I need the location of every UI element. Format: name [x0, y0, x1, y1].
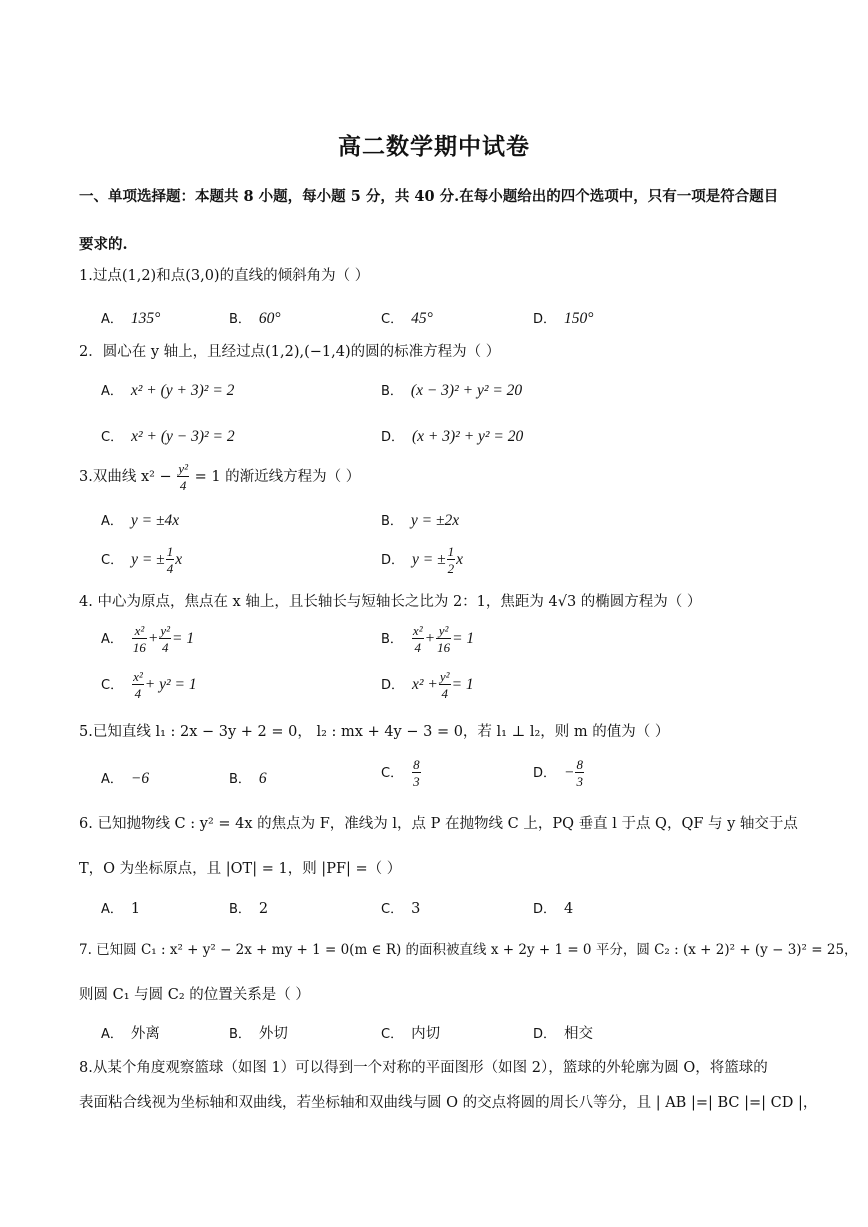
- option-text: = 1: [172, 630, 195, 647]
- option-text: 60°: [258, 310, 281, 327]
- option-text: = 1: [452, 630, 475, 647]
- question-2-option-d: [381, 426, 523, 446]
- question-3-option-d: [381, 545, 463, 575]
- numerator: x²: [133, 669, 143, 684]
- fraction: [412, 624, 424, 654]
- option-text: x² + (y + 3)² = 2: [130, 382, 235, 399]
- denominator: 16: [132, 640, 146, 655]
- question-6-option-c: [381, 898, 420, 917]
- option-text: y = ±: [131, 551, 165, 568]
- option-label: D．: [533, 902, 557, 917]
- numerator: 1: [447, 544, 455, 559]
- option-text: x² +: [412, 676, 438, 693]
- numerator: y²: [178, 461, 188, 476]
- question-7-option-d: [533, 1022, 593, 1043]
- question-2-stem: 2．圆心在 y 轴上，且经过点(1,2),(−1,4)的圆的标准方程为（ ）: [79, 344, 501, 360]
- denominator: 4: [161, 640, 169, 655]
- option-text: 135°: [130, 310, 161, 327]
- question-5-option-a: [101, 768, 149, 788]
- denominator: 3: [576, 774, 583, 789]
- numerator: y²: [160, 623, 171, 638]
- option-text: (x − 3)² + y² = 20: [410, 382, 523, 399]
- fraction: [177, 462, 189, 492]
- option-label: B．: [381, 632, 403, 647]
- question-6-option-a: [101, 898, 140, 917]
- option-text: 外切: [258, 1026, 288, 1042]
- denominator: 4: [134, 686, 142, 701]
- option-label: A．: [101, 514, 123, 529]
- denominator: 3: [413, 774, 420, 789]
- option-text: 4: [564, 901, 574, 917]
- denominator: 16: [437, 640, 451, 655]
- question-1-option-d: [533, 308, 593, 328]
- fraction: [412, 758, 421, 788]
- denominator: 4: [179, 478, 187, 493]
- option-text: 相交: [564, 1026, 594, 1042]
- option-text: +: [147, 630, 159, 647]
- question-4-option-a: [101, 624, 194, 654]
- question-4-option-b: [381, 624, 474, 654]
- fraction: [436, 624, 451, 654]
- question-3-stem: [79, 462, 791, 492]
- option-text: 内切: [411, 1026, 441, 1042]
- question-1-stem: 1.过点(1,2)和点(3,0)的直线的倾斜角为（ ）: [79, 268, 370, 284]
- option-text: 2: [258, 901, 269, 917]
- option-text: +: [424, 630, 436, 647]
- question-3-option-c: [101, 545, 182, 575]
- option-text: x² + (y − 3)² = 2: [131, 428, 235, 445]
- question-7-option-c: [381, 1022, 440, 1043]
- numerator: 8: [413, 757, 420, 772]
- question-4-option-c: [101, 670, 197, 700]
- option-label: A．: [101, 1027, 123, 1042]
- question-6-option-b: [229, 898, 268, 917]
- question-7-option-b: [229, 1022, 288, 1043]
- denominator: 4: [414, 640, 421, 655]
- option-label: B．: [229, 772, 251, 787]
- fraction: [439, 670, 451, 700]
- option-label: D．: [533, 1027, 557, 1042]
- stem-text: 3.双曲线 x² −: [79, 469, 172, 485]
- question-4-stem: 4. 中心为原点，焦点在 x 轴上，且长轴长与短轴长之比为 2：1，焦距为 4√3 的椭圆方程为（ ）: [79, 594, 702, 610]
- numerator: 8: [576, 757, 583, 772]
- denominator: 4: [441, 686, 448, 701]
- option-label: C．: [381, 312, 404, 327]
- numerator: x²: [412, 623, 423, 638]
- numerator: 1: [166, 544, 174, 559]
- option-label: D．: [381, 678, 405, 693]
- option-text: + y² = 1: [144, 676, 197, 693]
- option-text: (x + 3)² + y² = 20: [412, 428, 524, 445]
- option-label: A．: [101, 632, 123, 647]
- option-label: A．: [101, 384, 123, 399]
- option-label: A．: [101, 312, 123, 327]
- option-text: 150°: [564, 310, 594, 327]
- option-label: C．: [101, 678, 124, 693]
- denominator: 4: [166, 561, 174, 576]
- question-7-stem-line2: 则圆 C₁ 与圆 C₂ 的位置关系是（ ）: [79, 987, 310, 1003]
- option-text: 6: [258, 770, 267, 787]
- fraction: [447, 545, 456, 575]
- question-7-stem-line1: 7. 已知圆 C₁ : x² + y² − 2x + my + 1 = 0(m ∈ R) 的面积被直线 x + 2y + 1 = 0 平分，圆 C₂ : (x + 2)² + (y − 3)² = 25，: [79, 942, 858, 958]
- section-heading: 一、单项选择题：本题共 8 小题，每小题 5 分，共 40 分.在每小题给出的四个选项中，只有一项是符合题目要求的.: [79, 188, 779, 253]
- option-label: B．: [229, 1027, 251, 1042]
- option-label: C．: [381, 766, 404, 781]
- option-label: B．: [381, 514, 403, 529]
- option-text: 外离: [130, 1026, 160, 1042]
- option-text: 3: [411, 901, 421, 917]
- option-text: 45°: [411, 310, 433, 327]
- question-2-option-c: [101, 426, 235, 446]
- question-1-option-b: [229, 308, 281, 328]
- question-5-stem: 5.已知直线 l₁ : 2x − 3y + 2 = 0， l₂ : mx + 4y − 3 = 0，若 l₁ ⊥ l₂，则 m 的值为（ ）: [79, 724, 670, 740]
- question-8-stem-line2: 表面粘合线视为坐标轴和双曲线，若坐标轴和双曲线与圆 O 的交点将圆的周长八等分，且 | AB |=| BC |=| CD |，: [79, 1095, 818, 1111]
- numerator: y²: [436, 624, 451, 639]
- option-text: −: [564, 764, 575, 781]
- option-label: C．: [101, 430, 124, 445]
- stem-text: = 1 的渐近线方程为（ ）: [194, 469, 361, 485]
- question-5-option-c: [381, 758, 422, 788]
- option-text: x: [456, 551, 464, 568]
- question-1-option-a: [101, 308, 160, 328]
- option-label: A．: [101, 902, 123, 917]
- question-6-option-d: [533, 898, 573, 917]
- option-text: −6: [130, 770, 150, 787]
- question-5-option-d: [533, 758, 585, 788]
- fraction: [575, 758, 584, 788]
- denominator: 2: [447, 561, 455, 576]
- question-6-stem-line2: T，O 为坐标原点，且 |OT| = 1，则 |PF| =（ ）: [79, 861, 402, 877]
- question-2-option-a: [101, 380, 234, 400]
- question-4-option-d: [381, 670, 474, 700]
- option-text: 1: [130, 901, 141, 917]
- numerator: x²: [132, 624, 147, 639]
- question-7-option-a: [101, 1022, 160, 1043]
- fraction: [132, 670, 144, 700]
- option-text: y = ±2x: [410, 512, 460, 529]
- question-5-option-b: [229, 768, 267, 788]
- option-label: C．: [381, 1027, 404, 1042]
- option-text: y = ±: [412, 551, 446, 568]
- option-label: B．: [229, 902, 251, 917]
- option-label: D．: [381, 553, 405, 568]
- option-label: A．: [101, 772, 123, 787]
- option-text: = 1: [451, 676, 474, 693]
- option-label: C．: [101, 553, 124, 568]
- option-label: D．: [533, 312, 557, 327]
- option-label: C．: [381, 902, 404, 917]
- question-6-stem-line1: 6. 已知抛物线 C : y² = 4x 的焦点为 F，准线为 l，点 P 在抛物线 C 上，PQ 垂直 l 于点 Q，QF 与 y 轴交于点: [79, 816, 798, 832]
- option-label: B．: [229, 312, 251, 327]
- fraction: [166, 545, 175, 575]
- question-3-option-a: [101, 510, 179, 530]
- fraction: [132, 624, 147, 654]
- page-title: 高二数学期中试卷: [338, 133, 530, 160]
- question-1-option-c: [381, 308, 433, 328]
- option-label: D．: [533, 766, 557, 781]
- option-text: y = ±4x: [130, 512, 180, 529]
- option-label: B．: [381, 384, 403, 399]
- question-3-option-b: [381, 510, 459, 530]
- option-text: x: [175, 551, 183, 568]
- fraction: [159, 624, 171, 654]
- option-label: D．: [381, 430, 405, 445]
- question-2-option-b: [381, 380, 522, 400]
- question-8-stem-line1: 8.从某个角度观察篮球（如图 1）可以得到一个对称的平面图形（如图 2），篮球的外轮廓为圆 O，将篮球的: [79, 1060, 768, 1076]
- numerator: y²: [439, 669, 450, 684]
